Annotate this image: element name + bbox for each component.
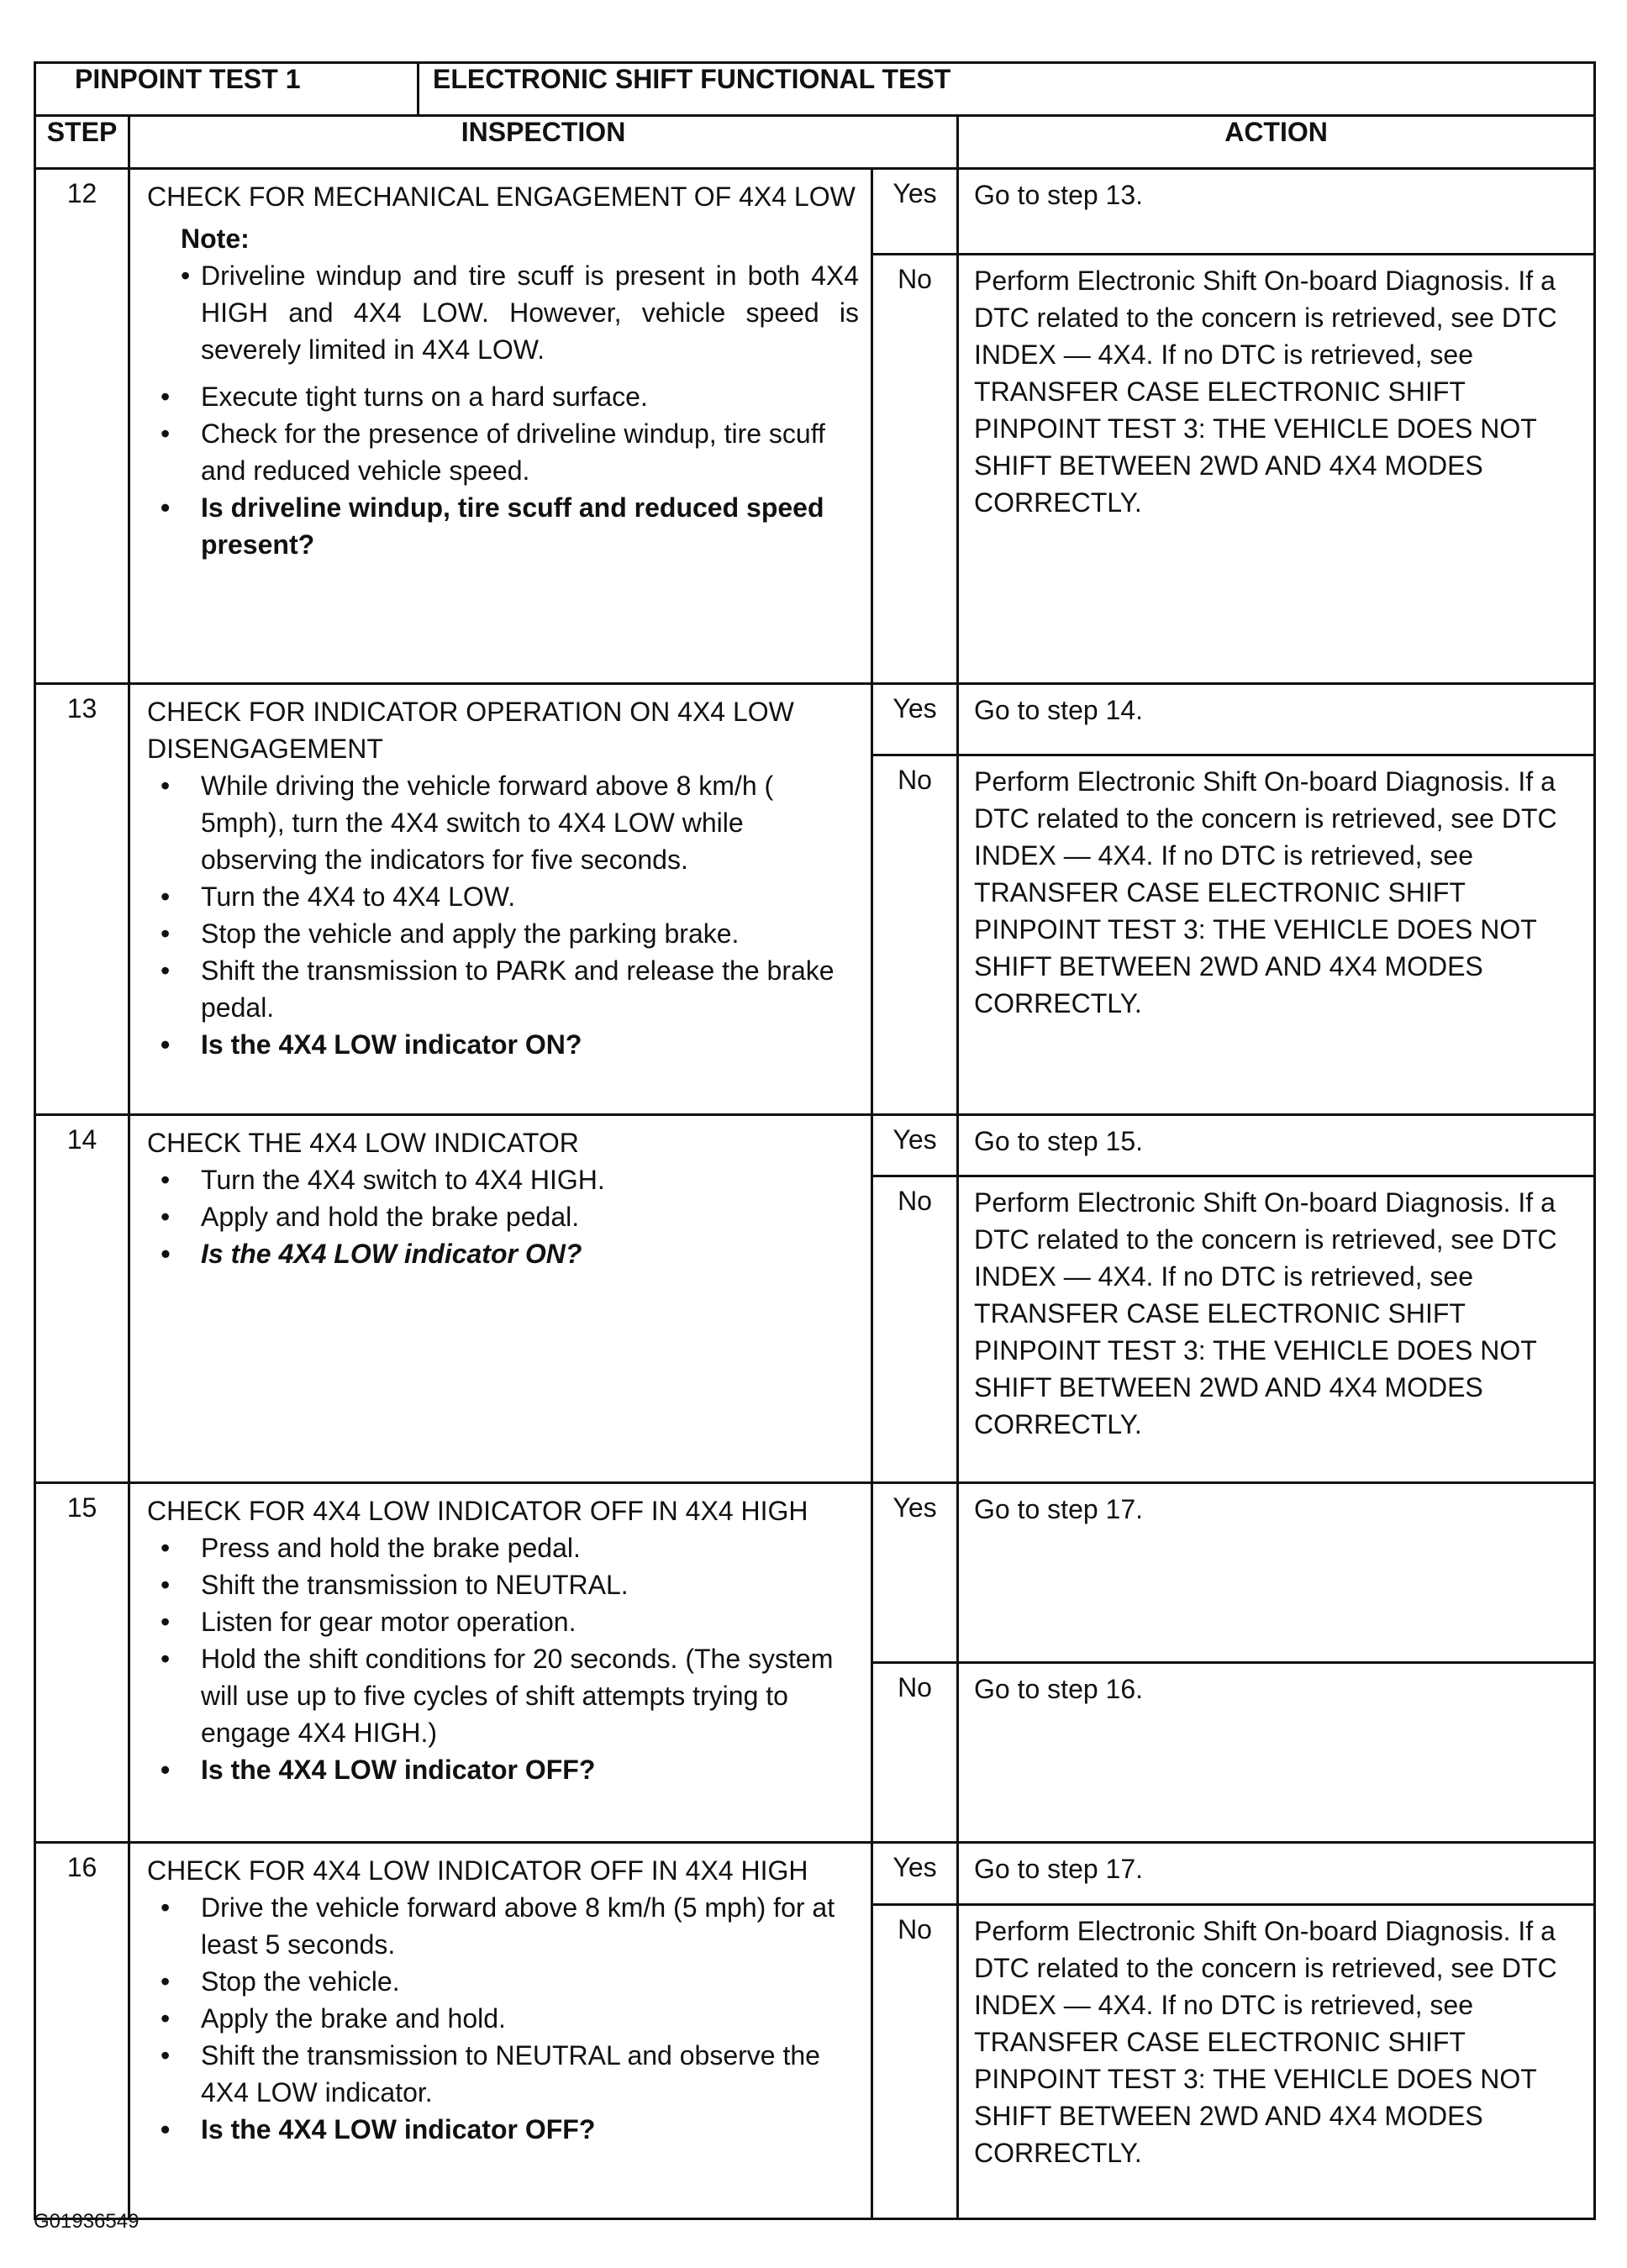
step-inspection: [129, 1843, 872, 2219]
step-inspection: [129, 1115, 872, 1483]
bullet-item: • Listen for gear motor operation.: [147, 1603, 859, 1640]
step-number: 16: [35, 1843, 129, 2219]
no-label: No: [872, 1905, 958, 2219]
yes-label: Yes: [872, 1843, 958, 1905]
bullet-list: [147, 767, 859, 1063]
question-item: • Is the 4X4 LOW indicator OFF?: [147, 1751, 859, 1788]
step-row-14-yes: [35, 1115, 1595, 1176]
no-label: No: [872, 254, 958, 683]
step-number: 14: [35, 1115, 129, 1483]
note-title: Note:: [181, 224, 250, 254]
bullet-item: • Shift the transmission to NEUTRAL and observe the 4X4 LOW indicator.: [147, 2037, 859, 2111]
no-label: No: [872, 755, 958, 1115]
bullet-list: [147, 378, 859, 563]
step-heading: CHECK FOR 4X4 LOW INDICATOR OFF IN 4X4 HIGH: [147, 1496, 808, 1526]
yes-action: Go to step 17.: [958, 1483, 1595, 1663]
col-action-header: ACTION: [958, 116, 1595, 169]
question-item: • Is driveline windup, tire scuff and reduced speed present?: [147, 489, 859, 563]
yes-action: Go to step 15.: [958, 1115, 1595, 1176]
bullet-list: [147, 1529, 859, 1788]
yes-label: Yes: [872, 1115, 958, 1176]
column-header-row: [35, 116, 1595, 169]
yes-label: Yes: [872, 169, 958, 255]
bullet-item: • Apply and hold the brake pedal.: [147, 1198, 859, 1235]
bullet-item: • Drive the vehicle forward above 8 km/h (5 mph) for at least 5 seconds.: [147, 1889, 859, 1963]
no-label: No: [872, 1663, 958, 1843]
test-title: ELECTRONIC SHIFT FUNCTIONAL TEST: [419, 63, 1595, 116]
note-item: • Driveline windup and tire scuff is present in both 4X4 HIGH and 4X4 LOW. However, vehicle speed is severely limited in 4X4 LOW.: [147, 257, 859, 368]
no-action: Perform Electronic Shift On-board Diagnosis. If a DTC related to the concern is retrieved, see DTC INDEX — 4X4. If no DTC is retrieved, see TRANSFER CASE ELECTRONIC SHIFT PINPOINT TEST 3: THE VEHICLE DOES NOT SHIFT BETWEEN 2WD AND 4X4 MODES CORRECTLY.: [958, 755, 1595, 1115]
col-step-header: STEP: [35, 116, 129, 169]
no-action: Go to step 16.: [958, 1663, 1595, 1843]
bullet-item: • Shift the transmission to PARK and release the brake pedal.: [147, 952, 859, 1026]
bullet-list: [147, 1161, 859, 1272]
bullet-item: • Hold the shift conditions for 20 seconds. (The system will use up to five cycles of shift attempts trying to engage 4X4 HIGH.): [147, 1640, 859, 1751]
step-heading: CHECK FOR MECHANICAL ENGAGEMENT OF 4X4 LOW: [147, 182, 856, 212]
yes-action: Go to step 13.: [958, 169, 1595, 255]
bullet-item: • Check for the presence of driveline windup, tire scuff and reduced vehicle speed.: [147, 415, 859, 489]
step-number: 13: [35, 684, 129, 1115]
figure-id: G01936549: [34, 2210, 140, 2233]
step-row-13-yes: [35, 684, 1595, 755]
yes-action: Go to step 14.: [958, 684, 1595, 755]
yes-action: Go to step 17.: [958, 1843, 1595, 1905]
bullet-item: • Execute tight turns on a hard surface.: [147, 378, 859, 415]
question-item: • Is the 4X4 LOW indicator ON?: [147, 1235, 859, 1272]
no-label: No: [872, 1176, 958, 1482]
step-heading: CHECK THE 4X4 LOW INDICATOR: [147, 1128, 579, 1158]
bullet-list: [147, 1889, 859, 2148]
yes-label: Yes: [872, 684, 958, 755]
step-inspection: [129, 169, 872, 684]
step-inspection: [129, 684, 872, 1115]
question-item: • Is the 4X4 LOW indicator ON?: [147, 1026, 859, 1063]
bullet-item: • Turn the 4X4 switch to 4X4 HIGH.: [147, 1161, 859, 1198]
step-number: 12: [35, 169, 129, 684]
step-row-15-yes: [35, 1483, 1595, 1663]
step-row-12-yes: [35, 169, 1595, 255]
col-inspection-header: INSPECTION: [129, 116, 958, 169]
step-heading: CHECK FOR 4X4 LOW INDICATOR OFF IN 4X4 HIGH: [147, 1855, 808, 1886]
no-action: Perform Electronic Shift On-board Diagnosis. If a DTC related to the concern is retrieved, see DTC INDEX — 4X4. If no DTC is retrieved, see TRANSFER CASE ELECTRONIC SHIFT PINPOINT TEST 3: THE VEHICLE DOES NOT SHIFT BETWEEN 2WD AND 4X4 MODES CORRECTLY.: [958, 254, 1595, 683]
note-list: [147, 257, 859, 368]
title-row: [35, 63, 1595, 116]
bullet-item: • Shift the transmission to NEUTRAL.: [147, 1566, 859, 1603]
bullet-item: • Turn the 4X4 to 4X4 LOW.: [147, 878, 859, 915]
no-action: Perform Electronic Shift On-board Diagnosis. If a DTC related to the concern is retrieved, see DTC INDEX — 4X4. If no DTC is retrieved, see TRANSFER CASE ELECTRONIC SHIFT PINPOINT TEST 3: THE VEHICLE DOES NOT SHIFT BETWEEN 2WD AND 4X4 MODES CORRECTLY.: [958, 1176, 1595, 1482]
bullet-item: • Stop the vehicle.: [147, 1963, 859, 2000]
question-item: • Is the 4X4 LOW indicator OFF?: [147, 2111, 859, 2148]
pinpoint-test-table: [34, 61, 1596, 2220]
bullet-item: • While driving the vehicle forward above 8 km/h ( 5mph), turn the 4X4 switch to 4X4 LOW while observing the indicators for five seconds.: [147, 767, 859, 878]
step-number: 15: [35, 1483, 129, 1843]
step-row-16-yes: [35, 1843, 1595, 1905]
bullet-item: • Apply the brake and hold.: [147, 2000, 859, 2037]
bullet-item: • Stop the vehicle and apply the parking brake.: [147, 915, 859, 952]
bullet-item: • Press and hold the brake pedal.: [147, 1529, 859, 1566]
yes-label: Yes: [872, 1483, 958, 1663]
no-action: Perform Electronic Shift On-board Diagnosis. If a DTC related to the concern is retrieved, see DTC INDEX — 4X4. If no DTC is retrieved, see TRANSFER CASE ELECTRONIC SHIFT PINPOINT TEST 3: THE VEHICLE DOES NOT SHIFT BETWEEN 2WD AND 4X4 MODES CORRECTLY.: [958, 1905, 1595, 2219]
pinpoint-test-page: [34, 61, 1593, 2220]
step-inspection: [129, 1483, 872, 1843]
step-heading: CHECK FOR INDICATOR OPERATION ON 4X4 LOW DISENGAGEMENT: [147, 697, 794, 764]
test-label: PINPOINT TEST 1: [35, 63, 419, 116]
